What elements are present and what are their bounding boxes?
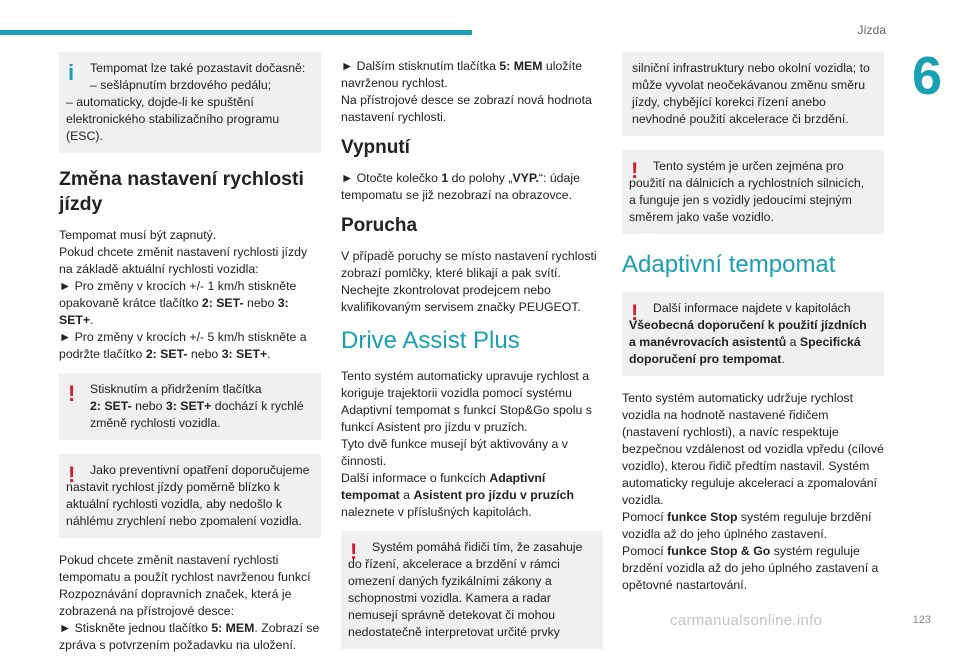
paragraph: Tento systém automaticky upravuje rychlost a koriguje trajektorii vozidla pomocí systému Adaptivní tempomat s funkcí Stop&Go spolu s funkcí Asistent pro jízdu v pruzích.	[341, 369, 592, 434]
section-heading-off: Vypnutí	[341, 137, 410, 158]
warning-box: ! Tento systém je určen zejména pro použití na dálnicích a rychlostních silnicích, a funguje jen s vozidly jedoucími stejným směrem jako vaše vozidlo.	[622, 150, 884, 234]
paragraph: Pokud chcete změnit nastavení rychlosti tempomatu a použít rychlost navrženou funkcí Rozpoznávání dopravních značek, která je zobrazená na přístrojové desce:	[59, 553, 311, 618]
paragraph: Pomocí funkce Stop systém reguluje brzdění vozidla až do jeho úplného zastavení.	[622, 510, 872, 541]
page-number: 123	[912, 614, 931, 626]
warning-box: ! Jako preventivní opatření doporučujeme nastavit rychlost jízdy poměrně blízko k aktuální rychlosti vozidla, aby nedošlo k náhlému zrychlení nebo zpomalení vozidla.	[59, 454, 321, 538]
paragraph: ► Dalším stisknutím tlačítka 5: MEM uložíte navrženou rychlost.	[341, 59, 583, 90]
paragraph: ► Pro změny v krocích +/- 5 km/h stiskněte a podržte tlačítko 2: SET- nebo 3: SET+.	[59, 330, 307, 361]
column-2	[341, 58, 603, 663]
chapter-number: 6	[911, 46, 942, 106]
warning-icon: !	[631, 300, 639, 325]
info-line-1: Tempomat lze také pozastavit dočasně:	[90, 61, 306, 75]
warning-box-continued: silniční infrastruktury nebo okolní vozidla; to může vyvolat neočekávanou změnu směru jízdy, chybějící korekci řízení anebo nevhodné použití akcelerace či brzdění.	[622, 52, 884, 136]
warning-icon: !	[68, 462, 76, 487]
paragraph: V případě poruchy se místo nastavení rychlosti zobrazí pomlčky, které blikají a pak svítí. Nechejte zkontrolovat prodejcem nebo kvalifikovaným servisem značky PEUGEOT.	[341, 249, 597, 314]
paragraph: Tempomat musí být zapnutý.	[59, 228, 217, 242]
paragraph: Tento systém automaticky udržuje rychlost vozidla na hodnotě nastavené řidičem (nastavení rychlosti), a navíc respektuje bezpečnou vzdálenost od vozidla vpředu (cílové vozidlo), kterou řidič předtím nastavil. Systém automaticky reguluje akceleraci a zpomalování vozidla.	[622, 391, 884, 507]
warning-icon: !	[68, 381, 76, 406]
running-header: Jízda	[857, 23, 886, 37]
info-box	[59, 52, 321, 153]
info-icon: i	[68, 60, 75, 85]
section-title-adaptive-cruise: Adaptivní tempomat	[622, 251, 836, 278]
warning-box: ! Stisknutím a přidržením tlačítka 2: SET- nebo 3: SET+ dochází k rychlé změně rychlosti vozidla.	[59, 373, 321, 440]
paragraph: Tyto dvě funkce musejí být aktivovány a v činnosti.	[341, 437, 568, 468]
info-line-2: – sešlápnutím brzdového pedálu;	[90, 78, 272, 92]
section-heading-speed-change: Změna nastavení rychlosti jízdy	[59, 168, 304, 215]
warning-box: ! Systém pomáhá řidiči tím, že zasahuje do řízení, akcelerace a brzdění v rámci omezení daných fyzikálními zákony a schopnostmi vozidla. Kamera a radar nemusejí správně detekovat či mohou nedostatečně interpretovat určité prvky	[341, 531, 603, 649]
paragraph: ► Pro změny v krocích +/- 1 km/h stiskněte opakovaně krátce tlačítko 2: SET- nebo 3: SET+.	[59, 279, 297, 327]
warning-icon: !	[631, 158, 639, 183]
warning-box: ! Další informace najdete v kapitolách Všeobecná doporučení k použití jízdních a manévrovacích asistentů a Specifická doporučení pro tempomat.	[622, 292, 884, 376]
paragraph: Na přístrojové desce se zobrazí nová hodnota nastavení rychlosti.	[341, 93, 592, 124]
column-3	[622, 52, 884, 604]
section-title-drive-assist: Drive Assist Plus	[341, 327, 520, 354]
paragraph: Další informace o funkcích Adaptivní tempomat a Asistent pro jízdu v pruzích naleznete v příslušných kapitolách.	[341, 471, 575, 519]
column-1	[59, 52, 321, 664]
section-heading-malfunction: Porucha	[341, 215, 418, 236]
watermark: carmanualsonline.info	[670, 612, 823, 629]
header-accent-bar	[0, 30, 472, 35]
paragraph: ► Otočte kolečko 1 do polohy „VYP.“: údaje tempomatu se již nezobrazí na obrazovce.	[341, 171, 580, 202]
warning-icon: !	[350, 539, 358, 564]
paragraph: ► Stiskněte jednou tlačítko 5: MEM. Zobrazí se zpráva s potvrzením požadavku na uložení.	[59, 621, 320, 652]
paragraph: Pomocí funkce Stop & Go systém reguluje brzdění vozidla až do jeho úplného zastavení a opětovné nastartování.	[622, 544, 879, 592]
info-line-3: – automaticky, dojde-li ke spuštění elektronického stabilizačního programu (ESC).	[66, 95, 280, 143]
paragraph: Pokud chcete změnit nastavení rychlosti jízdy na základě aktuální rychlosti vozidla:	[59, 245, 308, 276]
